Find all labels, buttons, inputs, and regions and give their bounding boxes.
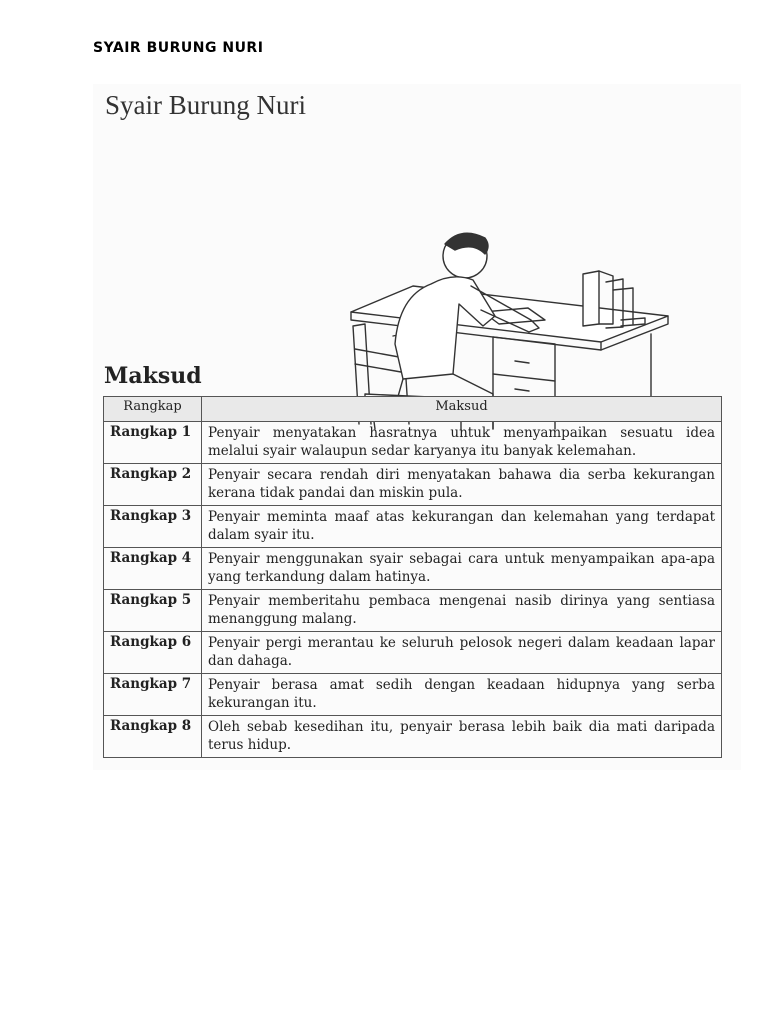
rangkap-cell: Rangkap 1 [104, 422, 202, 464]
maksud-cell: Oleh sebab kesedihan itu, penyair berasa lebih baik dia mati daripada terus hidup. [202, 716, 722, 758]
column-header-rangkap: Rangkap [104, 397, 202, 422]
scan-title: Syair Burung Nuri [105, 90, 306, 120]
rangkap-cell: Rangkap 8 [104, 716, 202, 758]
table-row [104, 590, 722, 632]
scanned-page [93, 84, 741, 770]
table-row [104, 632, 722, 674]
maksud-cell: Penyair menyatakan hasratnya untuk menyampaikan sesuatu idea melalui syair walaupun sedar karyanya itu banyak kelemahan. [202, 422, 722, 464]
rangkap-cell: Rangkap 7 [104, 674, 202, 716]
document-header: SYAIR BURUNG NURI [93, 40, 264, 56]
maksud-cell: Penyair memberitahu pembaca mengenai nasib dirinya yang sentiasa menanggung malang. [202, 590, 722, 632]
maksud-cell: Penyair secara rendah diri menyatakan bahawa dia serba kekurangan kerana tidak pandai dan miskin pula. [202, 464, 722, 506]
section-heading-maksud: Maksud [104, 363, 202, 389]
column-header-maksud: Maksud [202, 397, 722, 422]
rangkap-cell: Rangkap 2 [104, 464, 202, 506]
table-header-row [104, 397, 722, 422]
table-row [104, 422, 722, 464]
maksud-cell: Penyair menggunakan syair sebagai cara untuk menyampaikan apa-apa yang terkandung dalam hatinya. [202, 548, 722, 590]
maksud-table [103, 396, 722, 758]
maksud-cell: Penyair pergi merantau ke seluruh pelosok negeri dalam keadaan lapar dan dahaga. [202, 632, 722, 674]
rangkap-cell: Rangkap 5 [104, 590, 202, 632]
rangkap-cell: Rangkap 6 [104, 632, 202, 674]
table-row [104, 506, 722, 548]
table-row [104, 674, 722, 716]
rangkap-cell: Rangkap 3 [104, 506, 202, 548]
table-row [104, 716, 722, 758]
table-row [104, 464, 722, 506]
maksud-cell: Penyair meminta maaf atas kekurangan dan kelemahan yang terdapat dalam syair itu. [202, 506, 722, 548]
table-row [104, 548, 722, 590]
maksud-cell: Penyair berasa amat sedih dengan keadaan hidupnya yang serba kekurangan itu. [202, 674, 722, 716]
rangkap-cell: Rangkap 4 [104, 548, 202, 590]
